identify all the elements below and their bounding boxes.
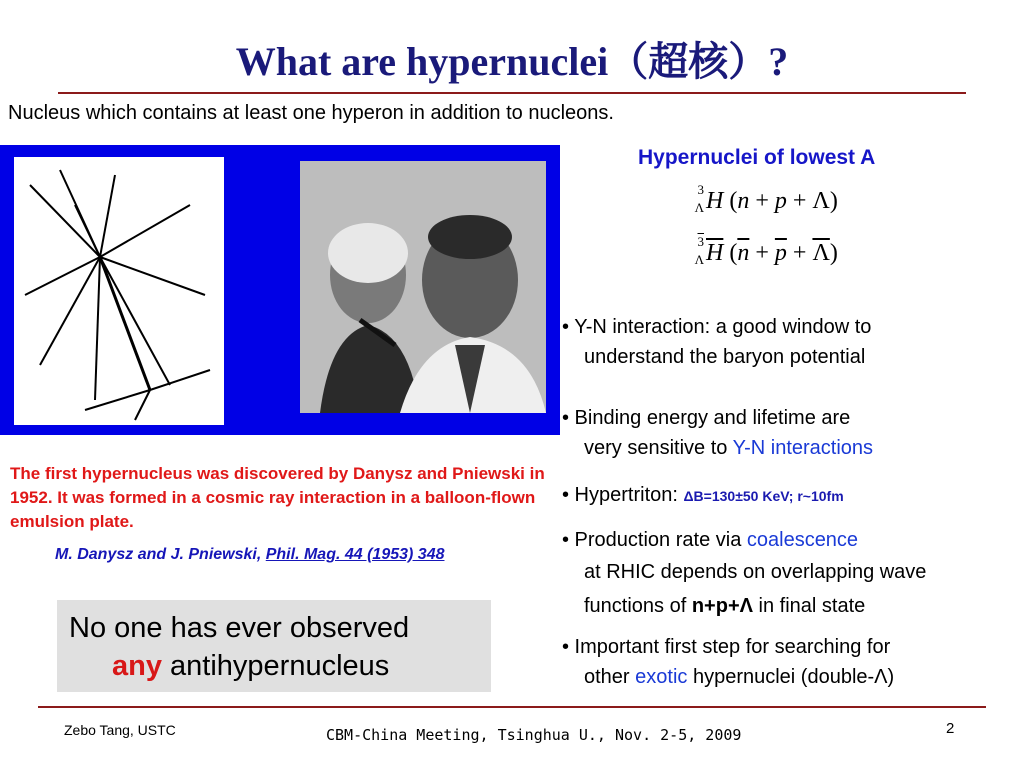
- antihypertriton-formula: 3 Λ $\overline{H}$ $(\overline{n} + \overline{p} + \overline{\Lambda})$: [694, 234, 838, 268]
- bullet-yn-window: • Y-N interaction: a good window to understand the baryon potential: [562, 316, 872, 368]
- definition-text: Nucleus which contains at least one hyperon in addition to nucleons.: [8, 102, 614, 124]
- antihypernucleus-callout: No one has ever observed any antihypernucleus: [57, 600, 491, 692]
- bullet-exotic-search: • Important first step for searching for other exotic hypernuclei (double-Λ): [562, 636, 895, 688]
- page-number: 2: [946, 720, 955, 737]
- lowest-a-heading: Hypernuclei of lowest A: [638, 146, 876, 169]
- footer-author: Zebo Tang, USTC: [64, 722, 176, 738]
- photo-panel: [0, 145, 560, 435]
- footer-divider: [38, 706, 986, 708]
- citation-link[interactable]: Phil. Mag. 44 (1953) 348: [265, 546, 445, 563]
- bullet-binding-energy: • Binding energy and lifetime are very sensitive to Y-N interactions: [562, 407, 874, 459]
- discovery-caption: The first hypernucleus was discovered by Danysz and Pniewski in 1952. It was formed in a cosmic ray interaction in a balloon-flown emulsion plate.: [10, 464, 545, 531]
- bullet-hypertriton: • Hypertriton: ΔB=130±50 KeV; r~10fm: [562, 484, 844, 506]
- photo-illustration: [0, 145, 560, 435]
- citation: M. Danysz and J. Pniewski, Phil. Mag. 44 (1953) 348: [55, 546, 445, 563]
- title-divider: [58, 92, 966, 94]
- bullet-production-rate: • Production rate via coalescence at RHIC depends on overlapping wave functions of n+p+Λ in final state: [562, 529, 927, 617]
- slide-title: What are hypernuclei（超核）?: [235, 39, 789, 84]
- footer-meeting: CBM-China Meeting, Tsinghua U., Nov. 2-5, 2009: [326, 726, 742, 744]
- hypertriton-formula: 3 Λ H (n + p + Λ): [694, 182, 838, 216]
